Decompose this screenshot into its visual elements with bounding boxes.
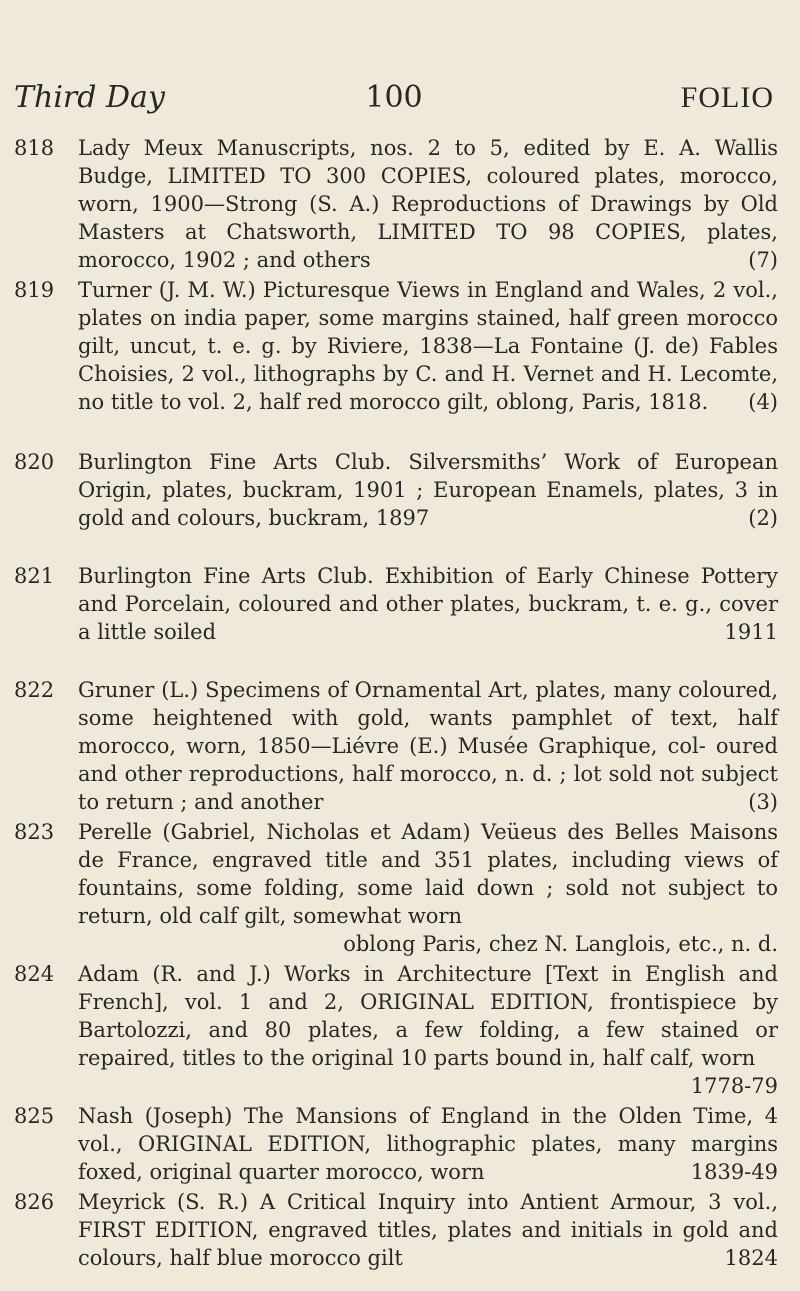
lot-description: Gruner (L.) Specimens of Ornamental Art, plates, many coloured, some heightened with gold, wants pamphlet of text, half morocco, worn, 1850—Liévre (E.) Musée Graphique, col- oured and other reproductions, half morocco, n. d. ; lot sold not subject to return ; and another (3) (78, 678, 778, 814)
lot-number: 820 (14, 450, 55, 474)
lot-description: Nash (Joseph) The Mansions of England in the Olden Time, 4 vol., ORIGINAL EDITION, lithographic plates, many margins foxed, original quarter morocco, worn 1839-49 (78, 1104, 778, 1184)
lot-819 (14, 276, 778, 416)
lot-822 (14, 676, 778, 816)
lot-number: 824 (14, 962, 55, 986)
lot-note: 1839-49 (690, 1160, 778, 1184)
lot-note: 1824 (724, 1246, 778, 1270)
lot-note: (7) (748, 248, 778, 272)
lot-description: Turner (J. M. W.) Picturesque Views in England and Wales, 2 vol., plates on india paper, some margins stained, half green morocco gilt, uncut, t. e. g. by Riviere, 1838—La Fontaine (J. de) Fables Choisies, 2 vol., lithographs by C. and H. Vernet and H. Lecomte, no title to vol. 2, half red morocco gilt, oblong, Paris, 1818. (4) (78, 278, 778, 414)
lot-number: 823 (14, 820, 55, 844)
lot-description: Perelle (Gabriel, Nicholas et Adam) Veüeus des Belles Maisons de France, engraved title and 351 plates, including views of fountains, some folding, some laid down ; sold not subject to return, old calf gilt, somewhat worn oblong Paris, chez N. Langlois, etc., n. d. (78, 820, 778, 956)
lot-number: 819 (14, 278, 55, 302)
page-header (14, 78, 774, 118)
lot-description: Lady Meux Manuscripts, nos. 2 to 5, edited by E. A. Wallis Budge, LIMITED TO 300 COPIES, coloured plates, morocco, worn, 1900—Strong (S. A.) Reproductions of Drawings by Old Masters at Chatsworth, LIMITED TO 98 COPIES, plates, morocco, 1902 ; and others (7) (78, 136, 778, 272)
lot-description: Adam (R. and J.) Works in Architecture [Text in English and French], vol. 1 and 2, ORIGINAL EDITION, frontispiece by Bartolozzi, and 80 plates, a few folding, a few stained or repaired, titles to the original 10 parts bound in, half calf, worn 1778-79 (78, 962, 778, 1098)
lot-note: oblong Paris, chez N. Langlois, etc., n. d. (343, 932, 778, 956)
lot-number: 825 (14, 1104, 55, 1128)
lot-note: (2) (748, 506, 778, 530)
lot-note: (3) (748, 790, 778, 814)
lot-number: 826 (14, 1190, 55, 1214)
lot-823 (14, 818, 778, 958)
lot-number: 822 (14, 678, 55, 702)
lot-821 (14, 562, 778, 646)
lot-820 (14, 448, 778, 532)
lot-note: (4) (748, 390, 778, 414)
lot-description: Burlington Fine Arts Club. Silversmiths’ Work of European Origin, plates, buckram, 1901 ; European Enamels, plates, 3 in gold and colours, buckram, 1897 (2) (78, 450, 778, 530)
lot-824 (14, 960, 778, 1100)
lot-description: Burlington Fine Arts Club. Exhibition of Early Chinese Pottery and Porcelain, coloured and other plates, buckram, t. e. g., cover a little soiled 1911 (78, 564, 778, 644)
header-format: FOLIO (680, 81, 774, 114)
header-day: Third Day (14, 80, 165, 115)
lot-818 (14, 134, 778, 274)
lot-number: 821 (14, 564, 55, 588)
lot-826 (14, 1188, 778, 1272)
page-number: 100 (365, 80, 423, 115)
lot-number: 818 (14, 136, 55, 160)
lot-note: 1911 (724, 620, 778, 644)
lot-825 (14, 1102, 778, 1186)
lot-note: 1778-79 (690, 1074, 778, 1098)
lot-description: Meyrick (S. R.) A Critical Inquiry into Antient Armour, 3 vol., FIRST EDITION, engraved titles, plates and initials in gold and colours, half blue morocco gilt 1824 (78, 1190, 778, 1270)
